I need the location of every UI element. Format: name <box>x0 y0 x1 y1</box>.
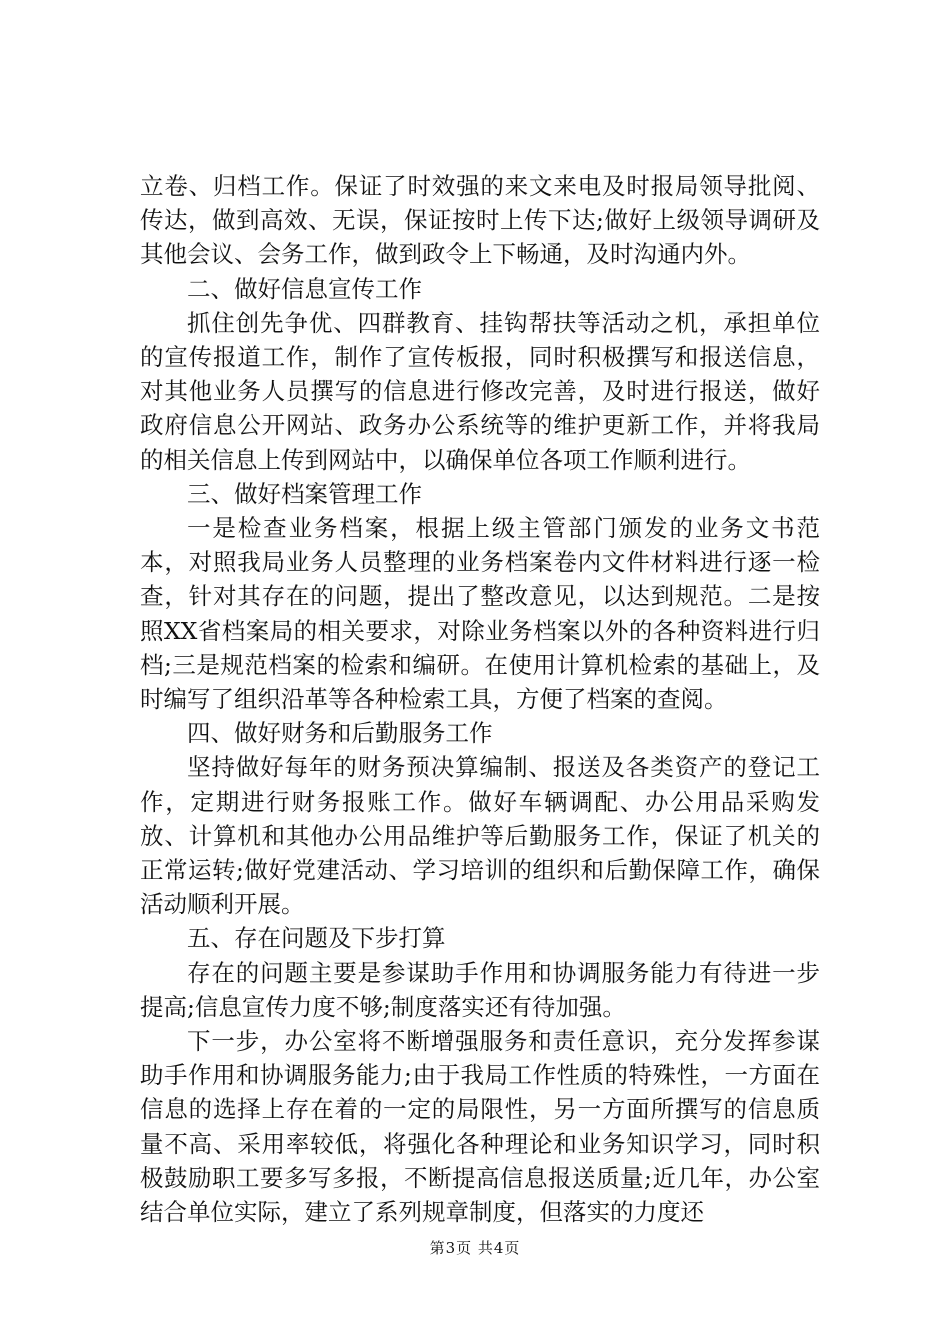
page-number-label: 第3页 共4页 <box>429 1239 521 1257</box>
page-footer <box>0 1238 950 1258</box>
section-heading: 二、做好信息宣传工作 <box>187 274 422 303</box>
section-heading: 四、做好财务和后勤服务工作 <box>187 719 493 748</box>
section-heading: 三、做好档案管理工作 <box>187 479 422 508</box>
paragraph: 坚持做好每年的财务预决算编制、报送及各类资产的登记工作，定期进行财务报账工作。做好车辆调配、办公用品采购发放、计算机和其他办公用品维护等后勤服务工作，保证了机关的正常运转;做好党建活动、学习培训的组织和后勤保障工作，确保活动顺利开展。 <box>140 753 820 919</box>
document-body <box>140 169 820 1229</box>
paragraph: 立卷、归档工作。保证了时效强的来文来电及时报局领导批阅、传达，做到高效、无误，保证按时上传下达;做好上级领导调研及其他会议、会务工作，做到政令上下畅通，及时沟通内外。 <box>140 172 820 269</box>
section-heading: 五、存在问题及下步打算 <box>187 924 446 953</box>
paragraph: 存在的问题主要是参谋助手作用和协调服务能力有待进一步提高;信息宣传力度不够;制度落实还有待加强。 <box>140 958 820 1021</box>
paragraph: 抓住创先争优、四群教育、挂钩帮扶等活动之机，承担单位的宣传报道工作，制作了宣传板报，同时积极撰写和报送信息，对其他业务人员撰写的信息进行修改完善，及时进行报送，做好政府信息公开网站、政务办公系统等的维护更新工作，并将我局的相关信息上传到网站中，以确保单位各项工作顺利进行。 <box>140 308 820 474</box>
paragraph: 下一步，办公室将不断增强服务和责任意识，充分发挥参谋助手作用和协调服务能力;由于我局工作性质的特殊性，一方面在信息的选择上存在着的一定的局限性，另一方面所撰写的信息质量不高、采用率较低，将强化各种理论和业务知识学习，同时积极鼓励职工要多写多报，不断提高信息报送质量;近几年，办公室结合单位实际，建立了系列规章制度，但落实的力度还 <box>140 1027 820 1227</box>
paragraph: 一是检查业务档案，根据上级主管部门颁发的业务文书范本，对照我局业务人员整理的业务档案卷内文件材料进行逐一检查，针对其存在的问题，提出了整改意见，以达到规范。二是按照XX省档案局的相关要求，对除业务档案以外的各种资料进行归档;三是规范档案的检索和编研。在使用计算机检索的基础上，及时编写了组织沿革等各种检索工具，方便了档案的查阅。 <box>140 514 820 714</box>
